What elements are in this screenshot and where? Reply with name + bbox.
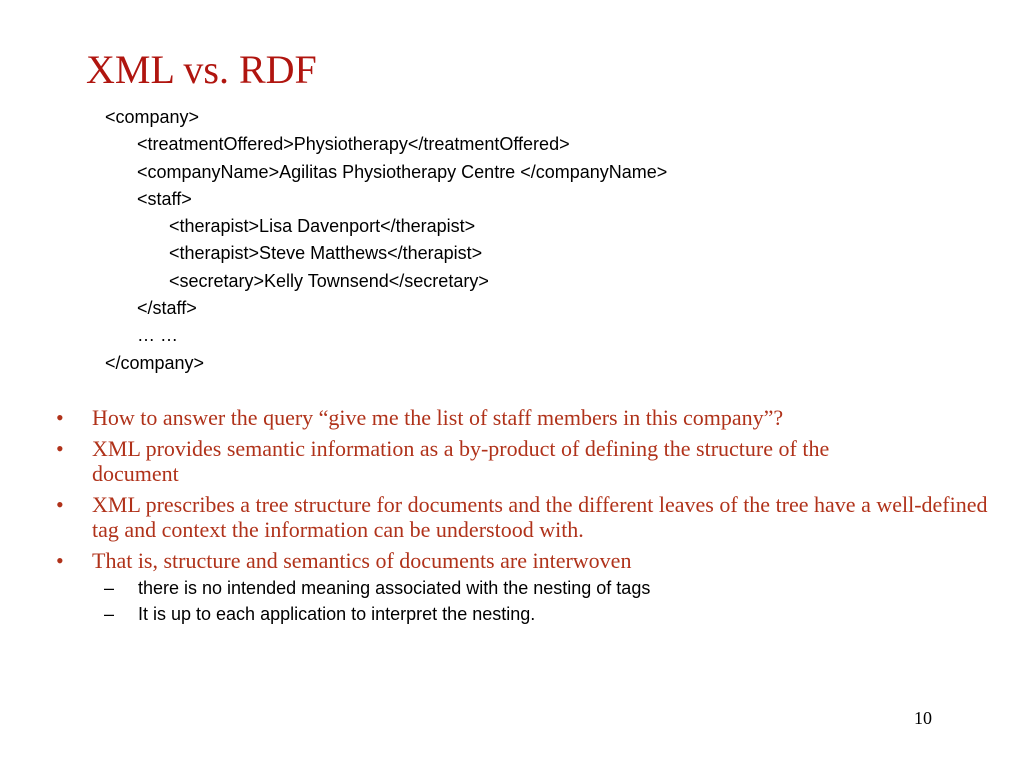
bullet-item xyxy=(56,405,852,430)
bullet-marker: • xyxy=(56,405,64,430)
code-line: <staff> xyxy=(137,188,192,209)
bullet-marker: • xyxy=(56,492,64,517)
bullet-marker: • xyxy=(56,548,64,573)
code-line: <therapist>Steve Matthews</therapist> xyxy=(169,243,483,264)
xml-code-block xyxy=(105,104,667,377)
slide-title: XML vs. RDF xyxy=(86,47,317,92)
sub-bullet-marker: – xyxy=(104,578,115,598)
code-line: <company> xyxy=(105,107,200,127)
code-line: </staff> xyxy=(137,298,197,319)
bullet-list xyxy=(56,405,988,627)
bullet-marker: • xyxy=(56,436,64,461)
sub-bullet-text: there is no intended meaning associated with the nesting of tags xyxy=(138,578,651,598)
bullet-text: How to answer the query “give me the list of staff members in this company”? xyxy=(92,405,784,430)
bullet-text: XML provides semantic information as a by-product of defining the structure of the document xyxy=(92,436,830,486)
code-line: <companyName>Agilitas Physiotherapy Centre </companyName> xyxy=(137,161,668,182)
bullet-text: XML prescribes a tree structure for documents and the different leaves of the tree have a well-defined tag and context the information can be understood with. xyxy=(92,492,988,542)
code-line: </company> xyxy=(105,352,205,373)
page-number: 10 xyxy=(914,708,932,728)
bullet-text: That is, structure and semantics of documents are interwoven xyxy=(92,548,632,573)
bullet-item xyxy=(56,492,1012,542)
code-line: <secretary>Kelly Townsend</secretary> xyxy=(169,270,489,291)
bullet-item xyxy=(56,436,882,486)
sub-bullet-text: It is up to each application to interpret the nesting. xyxy=(138,604,536,624)
bullet-item xyxy=(56,548,992,573)
code-line: <treatmentOffered>Physiotherapy</treatmentOffered> xyxy=(137,134,570,155)
sub-bullet-marker: – xyxy=(104,604,115,624)
sub-bullet-item xyxy=(56,601,976,627)
sub-bullet-item xyxy=(56,575,976,601)
code-line: … … xyxy=(137,325,179,346)
code-line: <therapist>Lisa Davenport</therapist> xyxy=(169,216,476,237)
